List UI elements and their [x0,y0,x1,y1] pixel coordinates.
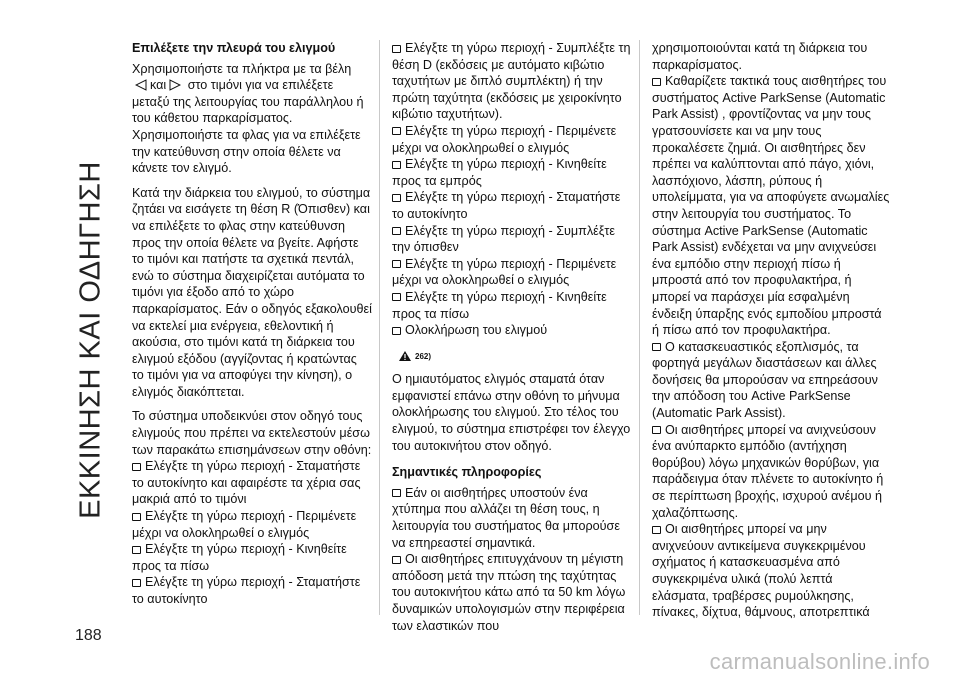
list-item-text: Εάν οι αισθητήρες υποστούν ένα χτύπημα που αλλάζει τη θέση τους, η λειτουργία του συστήματος θα μπορούσε να επηρεαστεί σημαντικά. [392,485,620,550]
list-item [132,508,372,541]
watermark: carmanualsonline.info [709,649,930,674]
square-bullet-icon [132,579,141,587]
column-1 [132,40,372,608]
list-item [392,156,632,189]
triangle-left-icon [135,79,147,91]
list-item [392,256,632,289]
text: Χρησιμοποιήστε τα πλήκτρα με τα βέλη [132,61,352,76]
list-item [392,485,632,551]
list-item-text: Ελέγξτε τη γύρω περιοχή - Κινηθείτε προς τα πίσω [132,542,347,573]
warning-triangle-icon [398,350,412,362]
paragraph: Κατά την διάρκεια του ελιγμού, το σύστημα ζητάει να εισάγετε τη θέση R (Όπισθεν) και να επιλέξετε το φλας στην κατεύθυνση προς την οποία θέλετε να βγείτε. Αφήστε το τιμόνι και πατήστε τα σχετικά πεντάλ, ενώ το σύστημα διαχειρίζεται αυτόματα το τιμόνι για έξοδο από το χώρο παρκαρίσματος. Εάν ο οδηγός εξακολουθεί να εκτελεί μια ενέργεια, εθελοντική ή ακούσια, στο τιμόνι κατά τη διάρκεια του ελιγμού εξόδου (αγγίζοντας ή κρατώντας το τιμόνι για να αποφύγει την κίνηση), ο ελιγμός διακόπτεται. [132,185,372,399]
column-2 [392,40,632,634]
section-heading: Σημαντικές πληροφορίες [392,465,542,480]
square-bullet-icon [392,293,401,301]
side-section-title [60,40,122,640]
square-bullet-icon [652,426,661,434]
list-item [392,289,632,322]
column-3 [652,40,892,621]
paragraph [132,61,372,177]
list-item [132,574,372,607]
list-item [392,123,632,156]
square-bullet-icon [392,45,401,53]
triangle-right-icon [169,79,181,91]
list-item-text: Ελέγξτε τη γύρω περιοχή - Σταματήστε το αυτοκίνητο και αφαιρέστε τα χέρια σας μακριά από το τιμόνι [132,459,361,507]
square-bullet-icon [392,489,401,497]
list-item [132,541,372,574]
list-item [392,40,632,123]
paragraph: χρησιμοποιούνται κατά τη διάρκεια του παρκαρίσματος. [652,41,868,72]
list-item-text: Ο κατασκευαστικός εξοπλισμός, τα φορτηγά μεγάλων διαστάσεων και άλλες δονήσεις θα μπορούσαν να επηρεάσουν την απόδοση του Active ParkSense (Automatic Park Assist). [652,339,878,421]
list-item-text: Ολοκλήρωση του ελιγμού [405,323,548,338]
text: στο τιμόνι για να επιλέξετε μεταξύ της λειτουργίας του παράλληλου ή του κάθετου παρκαρίσματος. Χρησιμοποιήστε τα φλας για να επιλέξετε την κατεύθυνση στην οποία θέλετε να κάνετε τον ελιγμό. [132,78,364,176]
square-bullet-icon [132,513,141,521]
list-item-text: Οι αισθητήρες μπορεί να μην ανιχνεύουν αντικείμενα συγκεκριμένου σχήματος ή κατασκευασμένα από συγκεκριμένα υλικά (πολύ λεπτά ελάσματα, τραβέρσες ρυμούλκησης, πίνακες, δίχτυα, θάμνους, αποτρεπτικά [652,522,870,620]
list-item-text: Ελέγξτε τη γύρω περιοχή - Περιμένετε μέχρι να ολοκληρωθεί ο ελιγμός [392,256,617,288]
list-item [652,339,892,422]
list-item-text: Ελέγξτε τη γύρω περιοχή - Σταματήστε το αυτοκίνητο [132,575,361,606]
text: και [150,78,167,93]
list-item-text: Καθαρίζετε τακτικά τους αισθητήρες του συστήματος Active ParkSense (Automatic Park Assist) , φροντίζοντας να μην τους γρατσουνίσετε και να μην τους προκαλέσετε ζημιά. Οι αισθητήρες δεν πρέπει να καλύπτονται από πάγο, χιόνι, λασπόχιονο, λάσπη, ρύπους ή υπολείμματα, για να αποφύγετε ανωμαλίες στην λειτουργία του συστήματος. Το σύστημα Active ParkSense (Automatic Park Assist) ενδέχεται να μην ανιχνεύσει ένα εμπόδιο στην περιοχή πίσω ή μπροστά από τον προφυλακτήρα, ή μπορεί να παράσχει μία εσφαλμένη ένδειξη ύπαρξης ενός εμποδίου μπροστά ή πίσω από τον προφυλακτήρα. [652,74,890,338]
list-item-text: Ελέγξτε τη γύρω περιοχή - Κινηθείτε προς τα πίσω [392,289,607,321]
square-bullet-icon [392,327,401,335]
square-bullet-icon [392,127,401,135]
square-bullet-icon [392,556,401,564]
square-bullet-icon [392,227,401,235]
list-item [652,73,892,339]
column-divider [379,40,380,615]
square-bullet-icon [652,78,661,86]
square-bullet-icon [392,260,401,268]
list-item-text: Οι αισθητήρες επιτυγχάνουν τη μέγιστη απόδοση μετά την πτώση της ταχύτητας του αυτοκινήτου κάτω από τα 50 km λόγω δυναμικών υπολογισμών στην περιφέρεια των ελαστικών που [392,552,626,633]
list-item-text: Οι αισθητήρες μπορεί να ανιχνεύσουν ένα ανύπαρκτο εμπόδιο (αντήχηση θορύβου) λόγω μηχανικών θορύβων, για παράδειγμα όταν πλένετε το αυτοκίνητο ή σε περίπτωση βροχής, ισχυρού ανέμου ή χαλαζόπτωσης. [652,422,884,520]
list-item-text: Ελέγξτε τη γύρω περιοχή - Σταματήστε το αυτοκίνητο [392,190,621,221]
list-item [132,458,372,508]
column-divider [639,40,640,615]
side-title-text: ΕΚΚΙΝΗΣΗ ΚΑΙ ΟΔΗΓΗΣΗ [74,161,107,519]
square-bullet-icon [392,194,401,202]
square-bullet-icon [132,463,141,471]
list-item-text: Ελέγξτε τη γύρω περιοχή - Περιμένετε μέχρι να ολοκληρωθεί ο ελιγμός [132,509,357,540]
list-item-text: Ελέγξτε τη γύρω περιοχή - Περιμένετε μέχρι να ολοκληρωθεί ο ελιγμός [392,123,617,155]
square-bullet-icon [132,546,141,554]
list-item-text: Ελέγξτε τη γύρω περιοχή - Κινηθείτε προς τα εμπρός [392,157,607,188]
square-bullet-icon [652,343,661,351]
note-reference [398,349,431,366]
page-number: 188 [75,627,102,644]
list-item [392,322,632,339]
section-heading: Επιλέξετε την πλευρά του ελιγμού [132,41,336,55]
list-item [652,521,892,621]
square-bullet-icon [392,161,401,169]
paragraph: Το σύστημα υποδεικνύει στον οδηγό τους ελιγμούς που πρέπει να εκτελεστούν μέσω των παρακάτω επισημάνσεων στην οθόνη: [132,409,372,457]
list-item-text: Ελέγξτε τη γύρω περιοχή - Συμπλέξτε τη θέση D (εκδόσεις με αυτόματο κιβώτιο ταχυτήτων με διπλό συμπλέκτη) ή την πρώτη ταχύτητα (εκδόσεις με χειροκίνητο κιβώτιο ταχυτήτων). [392,41,631,122]
square-bullet-icon [652,526,661,534]
list-item [392,551,632,634]
list-item [392,189,632,222]
list-item-text: Ελέγξτε τη γύρω περιοχή - Συμπλέξτε την όπισθεν [392,223,615,255]
note-reference-number: 262) [415,351,432,361]
list-item [392,223,632,256]
list-item [652,422,892,522]
paragraph: Ο ημιαυτόματος ελιγμός σταματά όταν εμφανιστεί επάνω στην οθόνη το μήνυμα ολοκλήρωσης του ελιγμού. Στο τέλος του ελιγμού, το σύστημα επιστρέφει τον έλεγχο του αυτοκινήτου στον οδηγό. [392,372,631,453]
